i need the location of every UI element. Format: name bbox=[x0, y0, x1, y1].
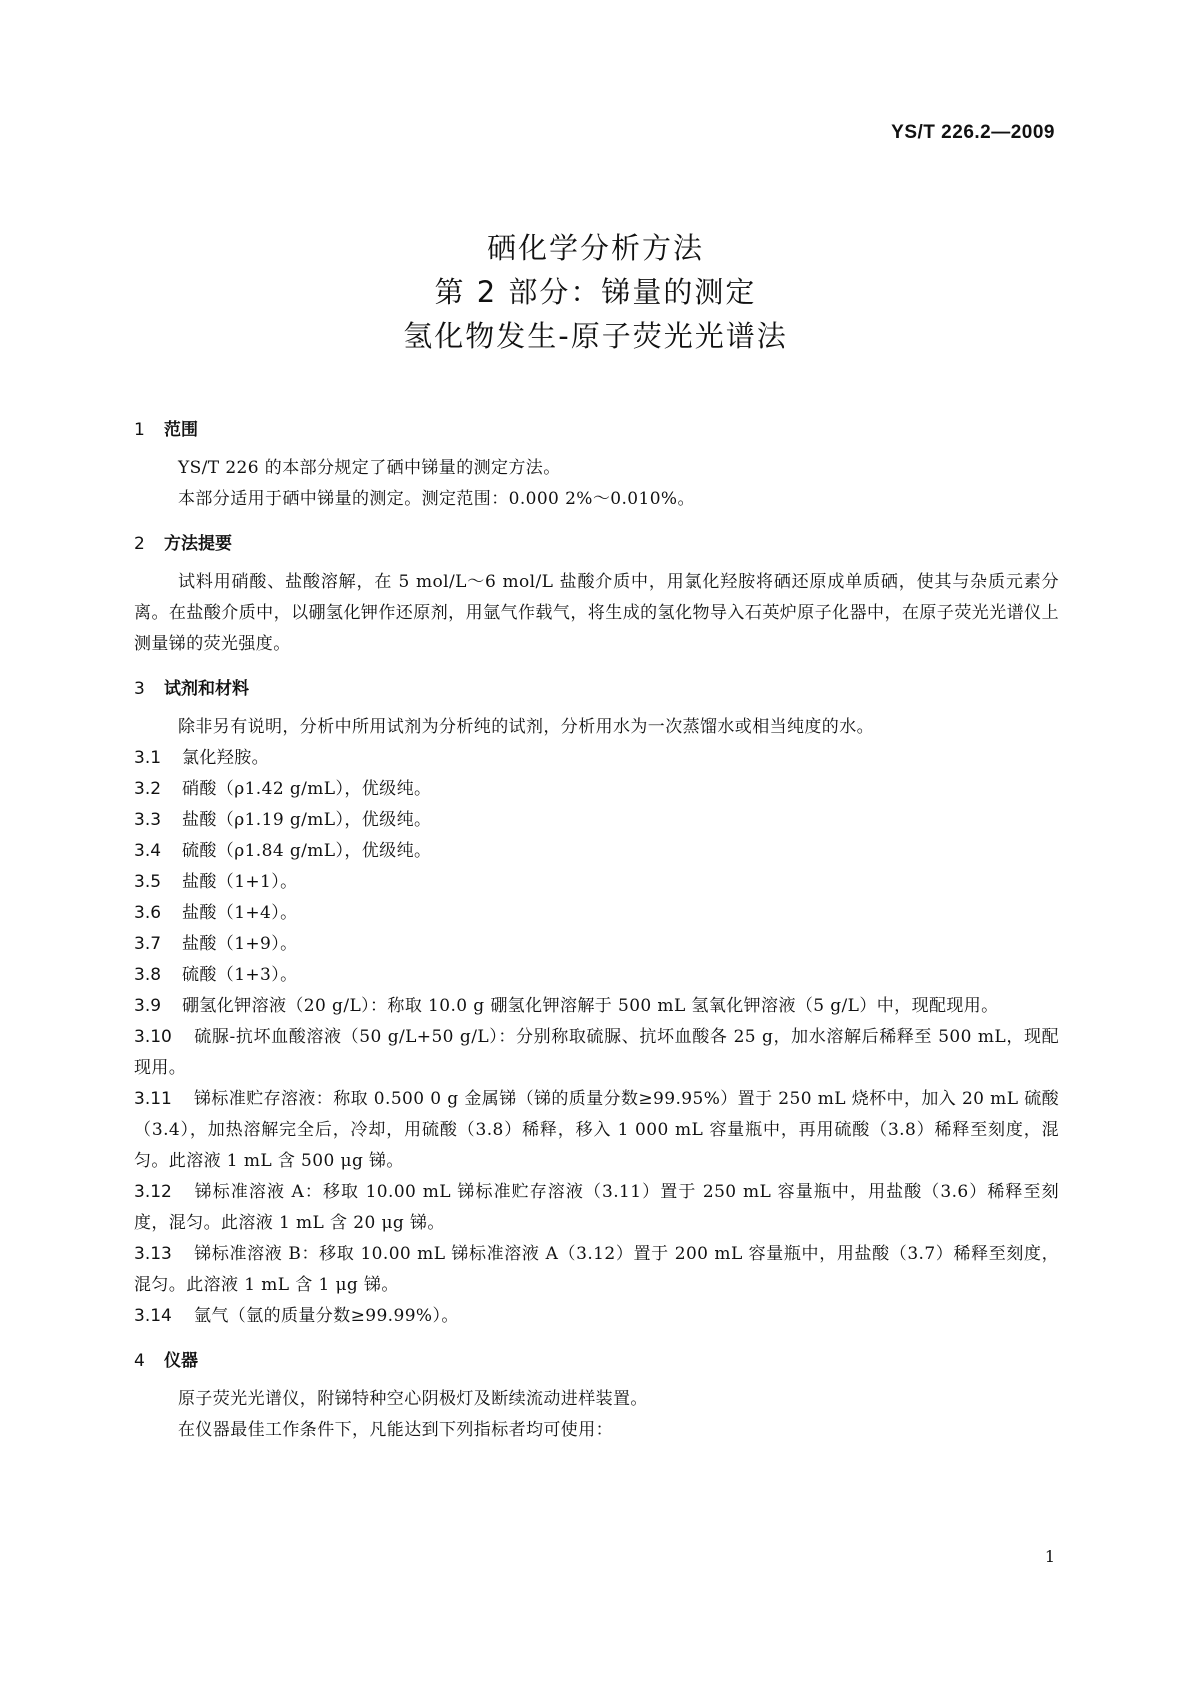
list-item bbox=[134, 836, 1059, 867]
section-title: 仪器 bbox=[164, 1351, 198, 1371]
item-text: 硫脲-抗坏血酸溶液（50 g/L+50 g/L）：分别称取硫脲、抗坏血酸各 25 g，加水溶解后稀释至 500 mL，现配现用。 bbox=[134, 1027, 1059, 1078]
section-1-paragraph-2: 本部分适用于硒中锑量的测定。测定范围：0.000 2%～0.010%。 bbox=[178, 489, 695, 509]
item-number: 3.6 bbox=[134, 903, 162, 923]
item-number: 3.4 bbox=[134, 841, 162, 861]
section-title: 范围 bbox=[164, 420, 198, 440]
list-item bbox=[134, 1022, 1059, 1084]
list-item bbox=[134, 805, 1059, 836]
list-item bbox=[134, 991, 1059, 1022]
section-number: 4 bbox=[134, 1351, 145, 1371]
page-number: 1 bbox=[1044, 1547, 1055, 1566]
section-number: 3 bbox=[134, 679, 145, 699]
item-text: 氩气（氩的质量分数≥99.99%）。 bbox=[194, 1306, 459, 1326]
item-text: 盐酸（1+9）。 bbox=[182, 934, 298, 954]
section-4-heading bbox=[134, 1344, 1059, 1378]
section-title: 方法提要 bbox=[164, 534, 232, 554]
item-text: 盐酸（1+1）。 bbox=[182, 872, 298, 892]
item-text: 硫酸（1+3）。 bbox=[182, 965, 298, 985]
section-3-intro: 除非另有说明，分析中所用试剂为分析纯的试剂，分析用水为一次蒸馏水或相当纯度的水。 bbox=[178, 717, 874, 737]
list-item bbox=[134, 1084, 1059, 1177]
item-number: 3.11 bbox=[134, 1089, 172, 1109]
title-line-3: 氢化物发生-原子荧光光谱法 bbox=[403, 319, 788, 353]
item-number: 3.1 bbox=[134, 748, 162, 768]
document-title bbox=[0, 226, 1191, 358]
item-text: 盐酸（ρ1.19 g/mL），优级纯。 bbox=[182, 810, 432, 830]
item-number: 3.10 bbox=[134, 1027, 172, 1047]
section-title: 试剂和材料 bbox=[164, 679, 249, 699]
item-number: 3.12 bbox=[134, 1182, 172, 1202]
section-number: 1 bbox=[134, 420, 145, 440]
section-3-heading bbox=[134, 672, 1059, 706]
list-item bbox=[134, 929, 1059, 960]
item-text: 硫酸（ρ1.84 g/mL），优级纯。 bbox=[182, 841, 432, 861]
item-number: 3.5 bbox=[134, 872, 162, 892]
item-number: 3.2 bbox=[134, 779, 162, 799]
item-number: 3.7 bbox=[134, 934, 162, 954]
document-body bbox=[134, 413, 1059, 1446]
item-number: 3.9 bbox=[134, 996, 162, 1016]
list-item bbox=[134, 1239, 1059, 1301]
item-text: 硝酸（ρ1.42 g/mL），优级纯。 bbox=[182, 779, 432, 799]
section-1-heading bbox=[134, 413, 1059, 447]
list-item bbox=[134, 1301, 1059, 1332]
item-text: 氯化羟胺。 bbox=[182, 748, 269, 768]
item-number: 3.14 bbox=[134, 1306, 172, 1326]
list-item bbox=[134, 960, 1059, 991]
item-number: 3.8 bbox=[134, 965, 162, 985]
item-text: 锑标准贮存溶液：称取 0.500 0 g 金属锑（锑的质量分数≥99.95%）置于 250 mL 烧杯中，加入 20 mL 硫酸（3.4），加热溶解完全后，冷却，用硫酸（3.8）稀释，移入 1 000 mL 容量瓶中，再用硫酸（3.8）稀释至刻度，混匀。此溶液 1 mL 含 500 μg 锑。 bbox=[134, 1089, 1059, 1171]
title-line-2: 第 2 部分：锑量的测定 bbox=[434, 275, 757, 309]
section-2-paragraph-1: 试料用硝酸、盐酸溶解，在 5 mol/L～6 mol/L 盐酸介质中，用氯化羟胺将硒还原成单质硒，使其与杂质元素分离。在盐酸介质中，以硼氢化钾作还原剂，用氩气作载气，将生成的氢化物导入石英炉原子化器中，在原子荧光光谱仪上测量锑的荧光强度。 bbox=[134, 572, 1059, 654]
list-item bbox=[134, 898, 1059, 929]
item-text: 锑标准溶液 A：移取 10.00 mL 锑标准贮存溶液（3.11）置于 250 mL 容量瓶中，用盐酸（3.6）稀释至刻度，混匀。此溶液 1 mL 含 20 μg 锑。 bbox=[134, 1182, 1059, 1233]
section-4-paragraph-2: 在仪器最佳工作条件下，凡能达到下列指标者均可使用： bbox=[178, 1420, 613, 1440]
section-number: 2 bbox=[134, 534, 145, 554]
item-text: 锑标准溶液 B：移取 10.00 mL 锑标准溶液 A（3.12）置于 200 mL 容量瓶中，用盐酸（3.7）稀释至刻度，混匀。此溶液 1 mL 含 1 μg 锑。 bbox=[134, 1244, 1059, 1295]
section-1-paragraph-1: YS/T 226 的本部分规定了硒中锑量的测定方法。 bbox=[178, 458, 561, 478]
item-text: 硼氢化钾溶液（20 g/L）：称取 10.0 g 硼氢化钾溶解于 500 mL 氢氧化钾溶液（5 g/L）中，现配现用。 bbox=[182, 996, 999, 1016]
list-item bbox=[134, 743, 1059, 774]
standard-code: YS/T 226.2—2009 bbox=[891, 122, 1055, 143]
list-item bbox=[134, 867, 1059, 898]
item-text: 盐酸（1+4）。 bbox=[182, 903, 298, 923]
section-2-heading bbox=[134, 527, 1059, 561]
list-item bbox=[134, 774, 1059, 805]
title-line-1: 硒化学分析方法 bbox=[486, 231, 704, 265]
list-item bbox=[134, 1177, 1059, 1239]
item-number: 3.13 bbox=[134, 1244, 172, 1264]
item-number: 3.3 bbox=[134, 810, 162, 830]
section-4-paragraph-1: 原子荧光光谱仪，附锑特种空心阴极灯及断续流动进样装置。 bbox=[178, 1389, 648, 1409]
